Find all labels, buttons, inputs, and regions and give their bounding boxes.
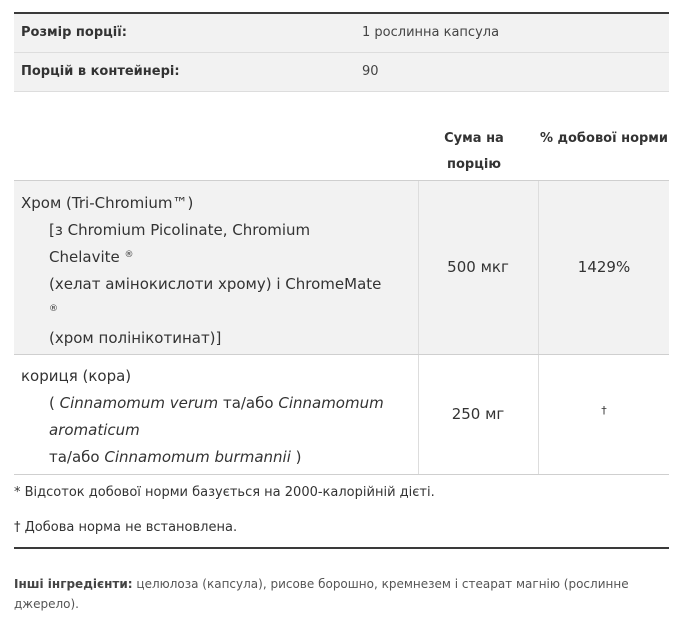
servings-per-container-value: 90: [362, 64, 379, 79]
serving-info: [14, 14, 669, 92]
ingredient-row-chromium: [14, 181, 669, 355]
servings-per-container-label: Порцій в контейнері:: [21, 64, 180, 79]
registered-mark: ®: [49, 304, 58, 314]
ingredient-amount: 500 мкг: [447, 258, 509, 276]
footnote-not-established: † Добова норма не встановлена.: [14, 520, 238, 535]
serving-size-value: 1 рослинна капсула: [362, 25, 500, 40]
other-ingredients-label: Інші інгредієнти:: [14, 577, 133, 591]
ingredient-daily-value: 1429%: [577, 258, 631, 276]
other-ingredients-text: целюлоза (капсула), рисове борошно, кремнезем і стеарат магнію (рослинне джерело).: [14, 577, 629, 611]
serving-size-label: Розмір порції:: [21, 25, 127, 40]
ingredient-amount: 250 мг: [451, 405, 505, 423]
serving-size-row: [14, 14, 669, 53]
amount-per-serving-header: Сума на порцію: [444, 131, 504, 172]
servings-per-container-row: [14, 53, 669, 92]
bottom-rule: [14, 547, 669, 549]
ingredient-daily-value: †: [601, 404, 607, 417]
ingredient-row-cinnamon: [14, 355, 669, 475]
footnote-daily-value: * Відсоток добової норми базується на 2000-калорійній дієті.: [14, 485, 435, 500]
other-ingredients: [14, 574, 654, 614]
ingredient-name: Хром (Tri-Chromium™) [з Chromium Picolinate, Chromium Chelavite ® (хелат амінокислоти хрому) і ChromeMate ® (хром полінікотинат)]: [21, 194, 382, 347]
column-header-row: [14, 118, 669, 181]
registered-mark: ®: [124, 250, 134, 260]
daily-value-header: % добової норми: [539, 131, 669, 146]
ingredient-name: кориця (кора) ( Cinnamomum verum та/або Cinnamomum aromaticum та/або Cinnamomum burmannii ): [21, 367, 384, 466]
